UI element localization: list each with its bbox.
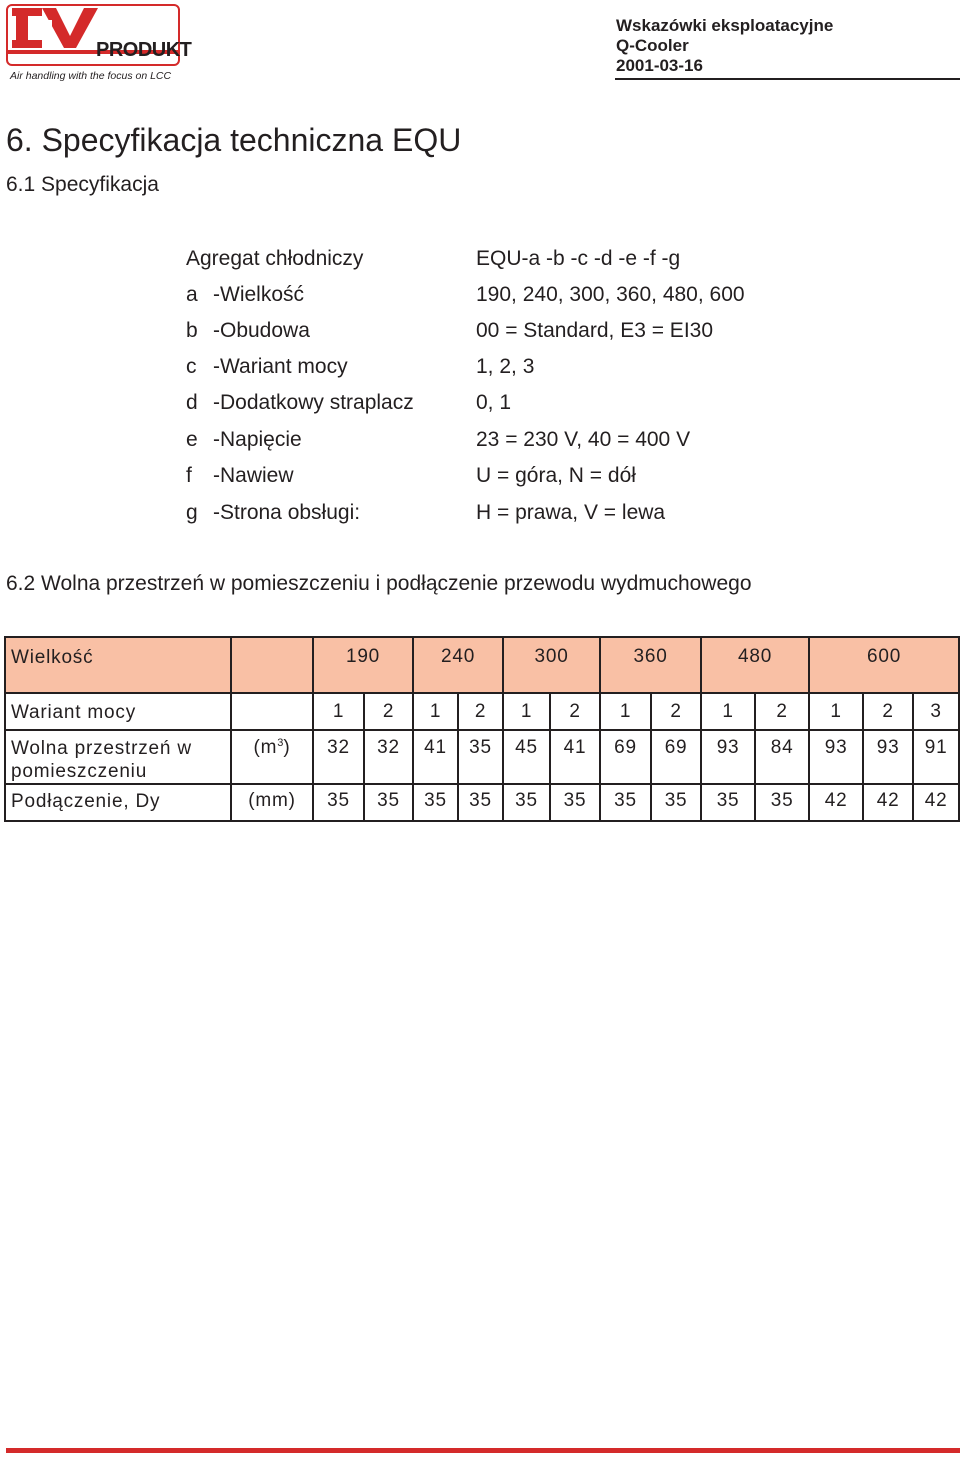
variant-cell: 1 — [313, 693, 364, 730]
connection-cell: 35 — [701, 784, 755, 821]
variant-cell: 3 — [913, 693, 959, 730]
volume-unit: $(m^3)$ — [231, 730, 313, 784]
table-cell — [231, 693, 313, 730]
connection-cell: 35 — [313, 784, 364, 821]
spec-label: -Dodatkowy straplacz — [213, 391, 414, 414]
variant-cell: 2 — [458, 693, 503, 730]
variant-cell: 1 — [503, 693, 550, 730]
variant-cell: 2 — [364, 693, 413, 730]
size-cell: 600 — [809, 637, 959, 693]
table-row — [5, 693, 959, 730]
spec-letter: c — [186, 355, 197, 378]
volume-cell: 69 — [651, 730, 701, 784]
size-header: Wielkość — [5, 637, 231, 693]
spec-letter: f — [186, 464, 192, 487]
volume-cell: 32 — [364, 730, 413, 784]
iv-logo-icon — [12, 6, 108, 52]
size-cell: 480 — [701, 637, 809, 693]
spec-row — [186, 354, 786, 380]
volume-cell: 93 — [809, 730, 863, 784]
document-header — [616, 16, 833, 76]
variant-cell: 2 — [755, 693, 809, 730]
document-date: 2001-03-16 — [616, 56, 703, 75]
variant-label: Wariant mocy — [5, 693, 231, 730]
spec-header-code: EQU-a -b -c -d -e -f -g — [476, 247, 681, 270]
spec-label: -Wielkość — [213, 283, 305, 306]
spec-label: -Wariant mocy — [213, 355, 348, 378]
section-heading-spec: 6.1 Specyfikacja — [6, 173, 159, 196]
connection-cell: 35 — [364, 784, 413, 821]
volume-cell: 84 — [755, 730, 809, 784]
spec-row — [186, 427, 786, 453]
volume-cell: 32 — [313, 730, 364, 784]
connection-cell: 42 — [913, 784, 959, 821]
spec-letter: a — [186, 283, 198, 306]
spec-letter: d — [186, 391, 198, 414]
size-cell: 190 — [313, 637, 413, 693]
spec-row — [186, 282, 786, 308]
company-tagline: Air handling with the focus on LCC — [10, 70, 172, 82]
variant-cell: 1 — [701, 693, 755, 730]
footer-rule — [6, 1448, 960, 1453]
spec-label: -Nawiew — [213, 464, 294, 487]
volume-cell: 69 — [600, 730, 651, 784]
variant-cell: 1 — [809, 693, 863, 730]
volume-cell: 93 — [863, 730, 913, 784]
table-row — [5, 730, 959, 784]
page-title: 6. Specyfikacja techniczna EQU — [6, 122, 462, 158]
spec-header-label: Agregat chłodniczy — [186, 247, 364, 270]
connection-cell: 35 — [755, 784, 809, 821]
product-name: Q-Cooler — [616, 36, 689, 55]
connection-label: Podłączenie, Dy — [5, 784, 231, 821]
connection-cell: 35 — [651, 784, 701, 821]
connection-cell: 42 — [863, 784, 913, 821]
spec-label: -Strona obsługi: — [213, 501, 361, 524]
variant-cell: 1 — [600, 693, 651, 730]
spec-value: H = prawa, V = lewa — [476, 501, 666, 524]
spec-label: -Obudowa — [213, 319, 310, 342]
volume-cell: 35 — [458, 730, 503, 784]
spec-letter: b — [186, 319, 198, 342]
variant-cell: 2 — [550, 693, 600, 730]
size-cell: 360 — [600, 637, 701, 693]
logo-wordmark: PRODUKT — [96, 39, 192, 61]
section-heading-space: 6.2 Wolna przestrzeń w pomieszczeniu i podłączenie przewodu wydmuchowego — [6, 572, 752, 595]
table-cell — [231, 637, 313, 693]
connection-cell: 42 — [809, 784, 863, 821]
connection-cell: 35 — [550, 784, 600, 821]
volume-cell: 41 — [413, 730, 458, 784]
spec-header-row — [186, 246, 786, 272]
size-cell: 300 — [503, 637, 600, 693]
connection-cell: 35 — [600, 784, 651, 821]
table-row — [5, 784, 959, 821]
volume-cell: 41 — [550, 730, 600, 784]
spec-label: -Napięcie — [213, 428, 302, 451]
spec-value: 0, 1 — [476, 391, 512, 414]
connection-cell: 35 — [458, 784, 503, 821]
spec-value: 00 = Standard, E3 = EI30 — [476, 319, 714, 342]
spec-row — [186, 463, 786, 489]
document-type: Wskazówki eksploatacyjne — [616, 16, 834, 35]
spec-letter: g — [186, 501, 198, 524]
variant-cell: 2 — [863, 693, 913, 730]
connection-cell: 35 — [413, 784, 458, 821]
connection-cell: 35 — [503, 784, 550, 821]
volume-cell: 93 — [701, 730, 755, 784]
spec-value: U = góra, N = dół — [476, 464, 636, 487]
spec-value: 190, 240, 300, 360, 480, 600 — [476, 283, 745, 306]
spec-value: 23 = 230 V, 40 = 400 V — [476, 428, 691, 451]
size-cell: 240 — [413, 637, 503, 693]
spec-row — [186, 318, 786, 344]
spec-letter: e — [186, 428, 198, 451]
volume-label: Wolna przestrzeń w pomieszczeniu — [5, 730, 231, 784]
company-logo — [6, 4, 192, 66]
spec-row — [186, 500, 786, 526]
spec-row — [186, 390, 786, 416]
variant-cell: 1 — [413, 693, 458, 730]
volume-cell: 45 — [503, 730, 550, 784]
table-header-row — [5, 637, 959, 693]
header-rule — [615, 78, 960, 80]
volume-cell: 91 — [913, 730, 959, 784]
variant-cell: 2 — [651, 693, 701, 730]
connection-unit: (mm) — [231, 784, 313, 821]
space-connection-table — [4, 636, 960, 822]
spec-value: 1, 2, 3 — [476, 355, 535, 378]
